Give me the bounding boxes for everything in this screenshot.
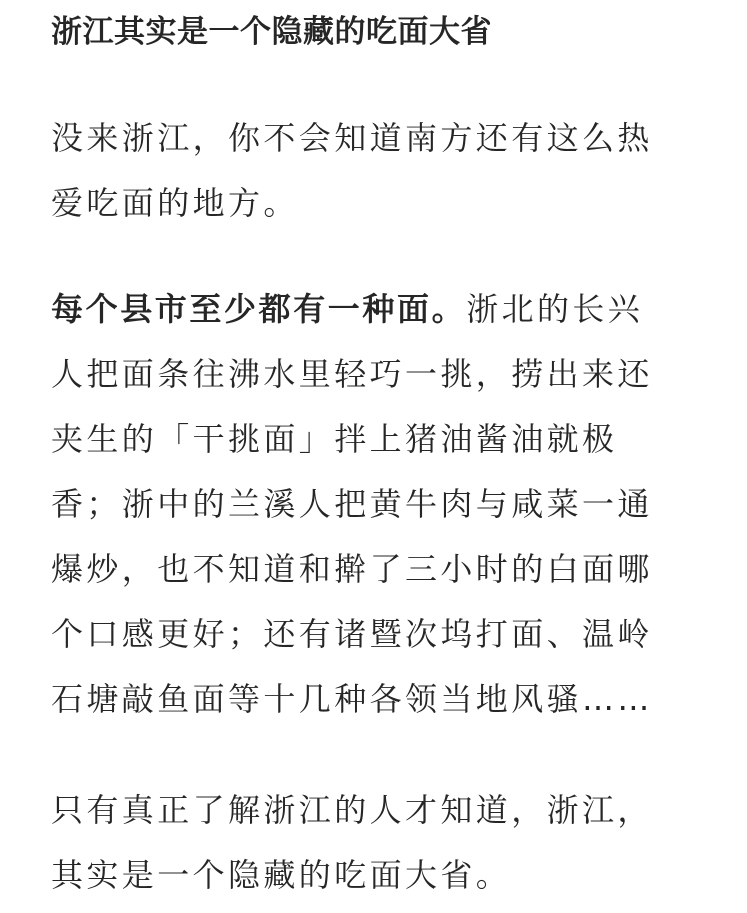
- text-run: 浙北的长兴: [466, 290, 644, 328]
- text-line: 夹生的「干挑面」拌上猪油酱油就极: [51, 420, 618, 458]
- text-line: 爱吃面的地方。: [51, 184, 299, 222]
- text-line: 其实是一个隐藏的吃面大省。: [51, 856, 512, 894]
- bold-lead-text: 每个县市至少都有一种面。: [51, 290, 467, 328]
- text-line: 人把面条往沸水里轻巧一挑，捞出来还: [51, 355, 653, 393]
- paragraph-conclusion: [51, 778, 701, 908]
- text-line: 香；浙中的兰溪人把黄牛肉与咸菜一通: [51, 485, 653, 523]
- text-line-first: [51, 277, 701, 342]
- article-heading: 浙江其实是一个隐藏的吃面大省: [51, 14, 492, 50]
- text-line: 爆炒，也不知道和擀了三小时的白面哪: [51, 550, 653, 588]
- text-line: 石塘敲鱼面等十几种各领当地风骚……: [51, 680, 653, 718]
- text-line: 没来浙江，你不会知道南方还有这么热: [51, 119, 653, 157]
- text-line: 只有真正了解浙江的人才知道，浙江，: [51, 791, 653, 829]
- paragraph-intro: [51, 106, 701, 236]
- paragraph-noodles: [51, 277, 701, 732]
- text-line: 个口感更好；还有诸暨次坞打面、温岭: [51, 615, 653, 653]
